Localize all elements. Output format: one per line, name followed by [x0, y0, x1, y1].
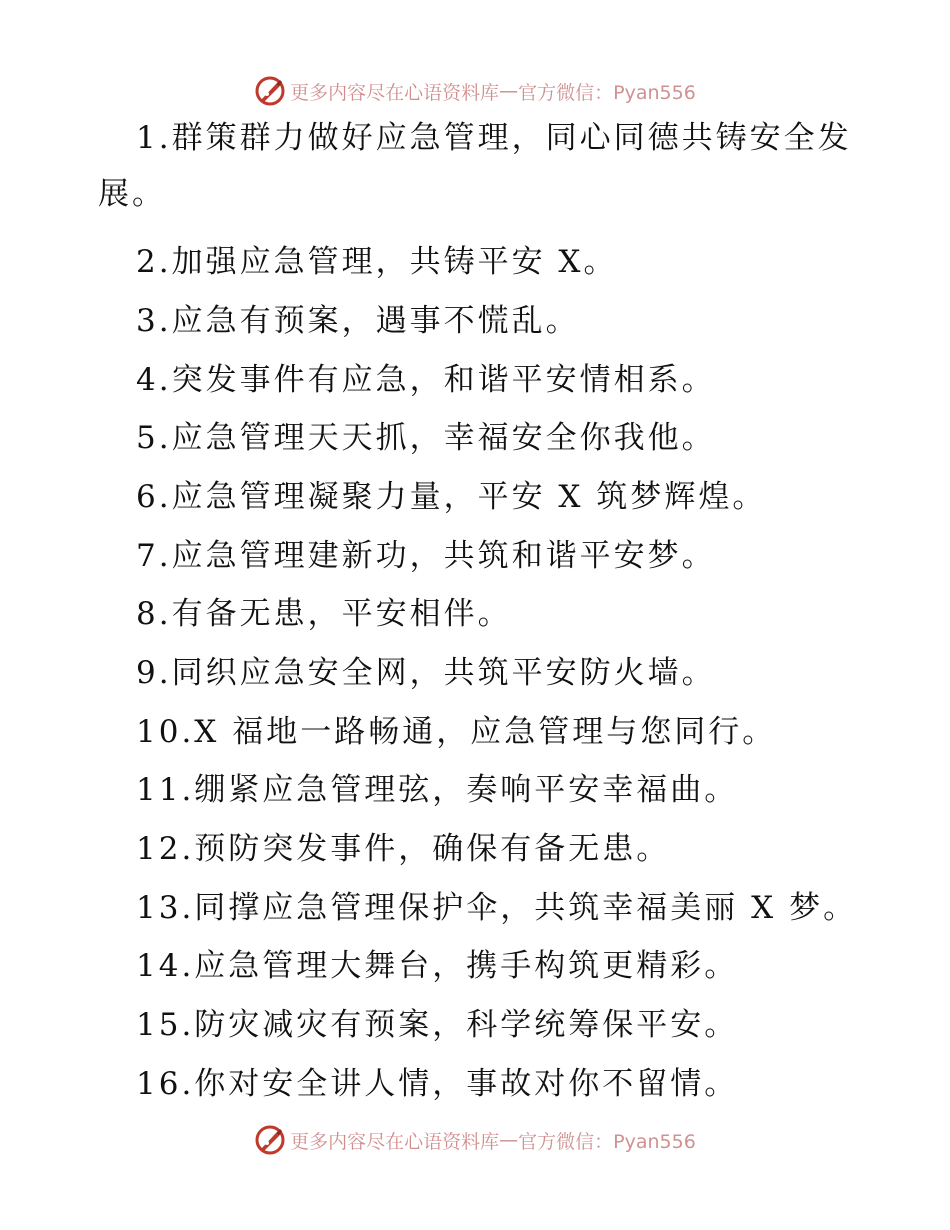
slogan-line: 3.应急有预案，遇事不慌乱。 — [136, 303, 580, 339]
footer-separator: — — [499, 1129, 519, 1151]
slogan-line: 10.X 福地一路畅通，应急管理与您同行。 — [136, 714, 777, 750]
slogan-line: 14.应急管理大舞台，携手构筑更精彩。 — [136, 948, 739, 984]
slogan-line: 7.应急管理建新功，共筑和谐平安梦。 — [136, 538, 716, 574]
footer-watermark — [0, 1120, 950, 1160]
header-watermark — [0, 71, 950, 111]
slogan-line: 6.应急管理凝聚力量，平安 X 筑梦辉煌。 — [136, 479, 767, 515]
footer-brand-text: 更多内容尽在心语资料库 — [290, 1130, 500, 1153]
slogan-line: 12.预防突发事件，确保有备无患。 — [136, 831, 671, 867]
slogan-line: 13.同撑应急管理保护伞，共筑幸福美丽 X 梦。 — [136, 890, 858, 926]
slogan-line: 2.加强应急管理，共铸平安 X。 — [136, 244, 618, 280]
slogan-line: 8.有备无患，平安相伴。 — [136, 596, 512, 632]
slogan-line: 1.群策群力做好应急管理，同心同德共铸安全发 — [136, 120, 852, 156]
slogan-line: 16.你对安全讲人情，事故对你不留情。 — [136, 1066, 739, 1102]
slogan-line: 展。 — [98, 176, 166, 212]
slogan-line: 4.突发事件有应急，和谐平安情相系。 — [136, 362, 716, 398]
header-brand-text: 更多内容尽在心语资料库 — [290, 81, 500, 104]
header-separator: — — [499, 80, 519, 102]
slogan-line: 11.绷紧应急管理弦，奏响平安幸福曲。 — [136, 772, 739, 808]
slogan-line: 5.应急管理天天抓，幸福安全你我他。 — [136, 420, 716, 456]
pen-logo-icon — [254, 1124, 286, 1156]
slogan-line: 15.防灾减灾有预案，科学统筹保平安。 — [136, 1007, 739, 1043]
slogan-line: 9.同织应急安全网，共筑平安防火墙。 — [136, 655, 716, 691]
pen-logo-icon — [254, 75, 286, 107]
header-wechat-text: 官方微信：Pyan556 — [518, 81, 696, 104]
footer-wechat-text: 官方微信：Pyan556 — [518, 1130, 696, 1153]
